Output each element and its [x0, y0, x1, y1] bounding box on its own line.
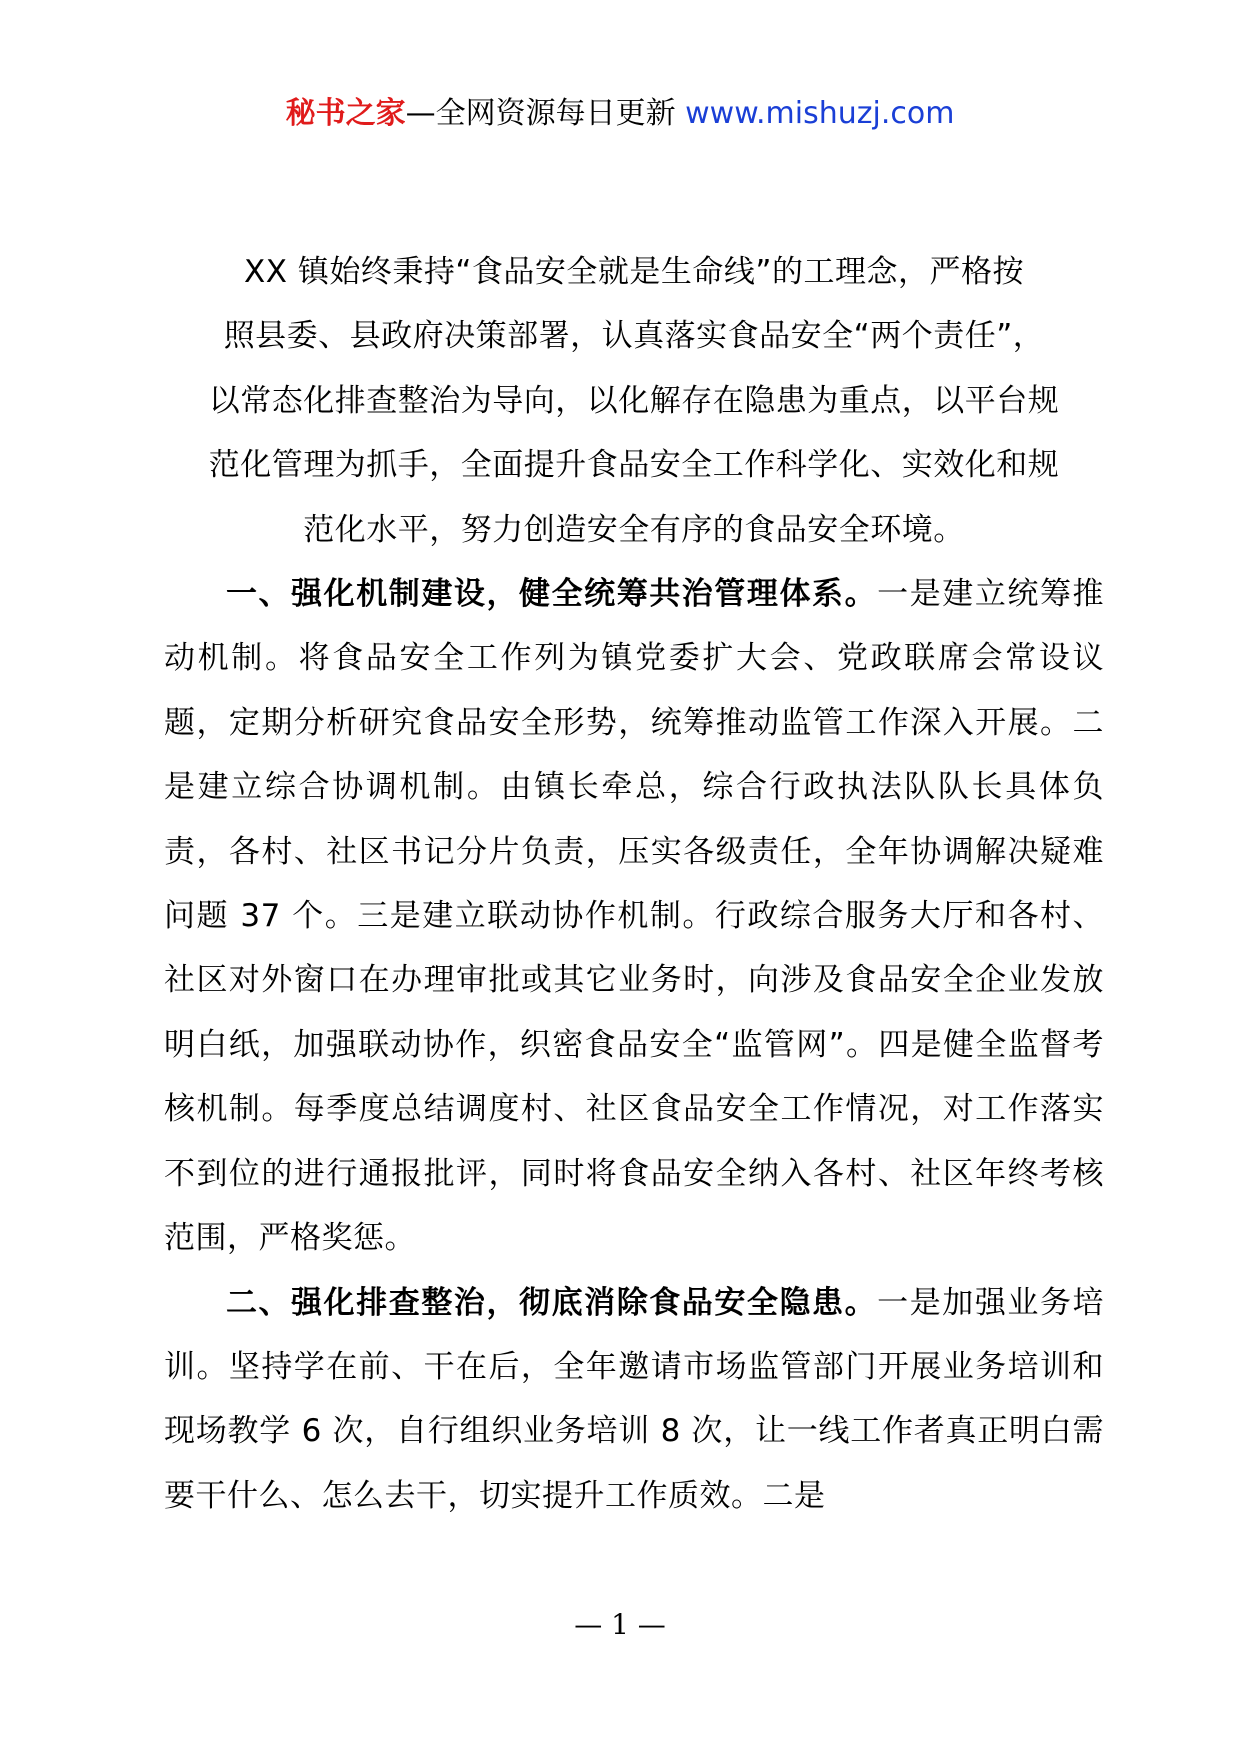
site-url-link[interactable]: www.mishuzj.com	[685, 96, 955, 131]
section-body: 一是加强业务培训。坚持学在前、干在后，全年邀请市场监管部门开展业务培训和现场教学 6 次，自行组织业务培训 8 次，让一线工作者真正明白需要干什么、怎么去干，切实提升工作质效。二是	[164, 1284, 1105, 1514]
intro-line: 范化管理为抓手，全面提升食品安全工作科学化、实效化和规	[208, 447, 1060, 484]
section-heading: 一、强化机制建设，健全统筹共治管理体系。	[226, 576, 878, 613]
intro-line: 照县委、县政府决策部署，认真落实食品安全“两个责任”，	[223, 318, 1045, 355]
site-tagline: —全网资源每日更新	[405, 96, 676, 131]
intro-line: 以常态化排查整治为导向，以化解存在隐患为重点，以平台规	[208, 382, 1060, 419]
intro-line: XX 镇始终秉持“食品安全就是生命线”的工理念，严格按	[244, 254, 1024, 290]
site-brand: 秘书之家	[285, 96, 406, 131]
page-number: — 1 —	[574, 1608, 666, 1641]
section-paragraph-2	[164, 1271, 1104, 1529]
section-body: 一是建立统筹推动机制。将食品安全工作列为镇党委扩大会、党政联席会常设议题，定期分析研究食品安全形势，统筹推动监管工作深入开展。二是建立综合协调机制。由镇长牵总，综合行政执法队队长具体负责，各村、社区书记分片负责，压实各级责任，全年协调解决疑难问题 37 个。三是建立联动协作机制。行政综合服务大厅和各村、社区对外窗口在办理审批或其它业务时，向涉及食品安全企业发放明白纸，加强联动协作，织密食品安全“监管网”。四是健全监督考核机制。每季度总结调度村、社区食品安全工作情况，对工作落实不到位的进行通报批评，同时将食品安全纳入各村、社区年终考核范围，严格奖惩。	[164, 576, 1105, 1257]
intro-line: 范化水平，努力创造安全有序的食品安全环境。	[303, 511, 965, 548]
intro-paragraph	[164, 240, 1104, 562]
section-heading: 二、强化排查整治，彻底消除食品安全隐患。	[226, 1284, 878, 1321]
document-body	[164, 240, 1104, 1528]
site-header	[0, 96, 1240, 132]
section-paragraph-1	[164, 562, 1104, 1270]
